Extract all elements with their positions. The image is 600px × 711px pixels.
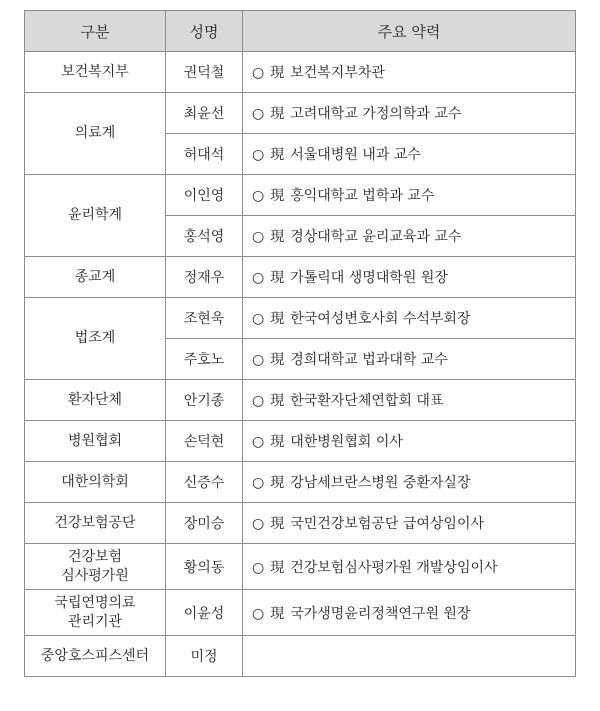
- current-position-marker: 現: [270, 352, 285, 368]
- category-cell: [25, 590, 166, 636]
- career-cell: [243, 93, 576, 134]
- career-text: 한국환자단체연합회 대표: [290, 393, 444, 409]
- career-cell: [243, 544, 576, 590]
- table-row: [25, 503, 576, 544]
- category-cell: [25, 544, 166, 590]
- category-cell: [25, 380, 166, 421]
- career-text: 강남세브란스병원 중환자실장: [290, 475, 471, 491]
- current-position-marker: 現: [270, 229, 285, 245]
- category-cell: [25, 52, 166, 93]
- member-name: 정재우: [166, 257, 243, 298]
- category-cell: [25, 175, 166, 257]
- career-cell: [243, 175, 576, 216]
- circle-bullet-icon: ○: [252, 434, 265, 450]
- table-row: [25, 590, 576, 636]
- career-cell: [243, 257, 576, 298]
- circle-bullet-icon: ○: [252, 475, 265, 491]
- member-name: 미정: [166, 636, 243, 677]
- table-row: [25, 298, 576, 339]
- circle-bullet-icon: ○: [252, 559, 265, 576]
- current-position-marker: 現: [270, 188, 285, 204]
- circle-bullet-icon: ○: [252, 147, 265, 163]
- category-label: 환자단체: [67, 391, 123, 408]
- table-row: [25, 462, 576, 503]
- circle-bullet-icon: ○: [252, 65, 265, 81]
- career-cell: [243, 339, 576, 380]
- circle-bullet-icon: ○: [252, 270, 265, 286]
- committee-table: [24, 10, 576, 677]
- member-name: 주호노: [166, 339, 243, 380]
- header-name: 성명: [166, 11, 243, 52]
- table-row: [25, 52, 576, 93]
- current-position-marker: 現: [270, 311, 285, 327]
- member-name: 황의동: [166, 544, 243, 590]
- category-label: 대한의학회: [61, 473, 129, 490]
- career-text: 가톨릭대 생명대학원 원장: [290, 270, 448, 286]
- current-position-marker: 現: [270, 605, 285, 622]
- current-position-marker: 現: [270, 106, 285, 122]
- category-cell: [25, 93, 166, 175]
- career-text: 한국여성변호사회 수석부회장: [290, 311, 471, 327]
- career-text: 국민건강보험공단 급여상임이사: [290, 516, 485, 532]
- member-name: 손덕현: [166, 421, 243, 462]
- member-name: 허대석: [166, 134, 243, 175]
- category-label: 의료계: [74, 125, 116, 142]
- current-position-marker: 現: [270, 475, 285, 491]
- career-cell: [243, 216, 576, 257]
- member-name: 홍석영: [166, 216, 243, 257]
- table-row: [25, 544, 576, 590]
- career-cell: [243, 421, 576, 462]
- career-text: 고려대학교 가정의학과 교수: [290, 106, 462, 122]
- committee-table-wrapper: [24, 10, 576, 677]
- member-name: 최윤선: [166, 93, 243, 134]
- header-row: [25, 11, 576, 52]
- career-text: 홍익대학교 법학과 교수: [290, 188, 435, 204]
- table-row: [25, 257, 576, 298]
- category-cell: [25, 462, 166, 503]
- table-row: [25, 380, 576, 421]
- category-cell: [25, 257, 166, 298]
- career-cell: [243, 590, 576, 636]
- category-cell: [25, 636, 166, 677]
- career-cell: [243, 298, 576, 339]
- career-text: 경상대학교 윤리교육과 교수: [290, 229, 462, 245]
- member-name: 조현욱: [166, 298, 243, 339]
- member-name: 안기종: [166, 380, 243, 421]
- career-text: 대한병원협회 이사: [290, 434, 403, 450]
- category-label: 중앙호스피스센터: [40, 647, 150, 664]
- table-row: [25, 421, 576, 462]
- career-cell: [243, 380, 576, 421]
- table-row: [25, 636, 576, 677]
- current-position-marker: 現: [270, 270, 285, 286]
- circle-bullet-icon: ○: [252, 229, 265, 245]
- current-position-marker: 現: [270, 434, 285, 450]
- category-label: 국립연명의료 관리기관: [54, 594, 136, 630]
- career-text: 국가생명윤리정책연구원 원장: [290, 605, 471, 622]
- header-career: 주요 약력: [243, 11, 576, 52]
- career-text: 보건복지부차관: [290, 65, 385, 81]
- member-name: 장미승: [166, 503, 243, 544]
- career-cell: [243, 503, 576, 544]
- member-name: 신증수: [166, 462, 243, 503]
- circle-bullet-icon: ○: [252, 516, 265, 532]
- circle-bullet-icon: ○: [252, 311, 265, 327]
- career-text: 경희대학교 법과대학 교수: [290, 352, 448, 368]
- category-cell: [25, 298, 166, 380]
- current-position-marker: 現: [270, 65, 285, 81]
- category-cell: [25, 503, 166, 544]
- current-position-marker: 現: [270, 393, 285, 409]
- category-label: 윤리학계: [67, 207, 123, 224]
- current-position-marker: 現: [270, 147, 285, 163]
- career-text: 서울대병원 내과 교수: [290, 147, 421, 163]
- career-cell: [243, 462, 576, 503]
- current-position-marker: 現: [270, 516, 285, 532]
- category-label: 병원협회: [67, 432, 123, 449]
- category-label: 보건복지부: [61, 63, 129, 80]
- member-name: 이인영: [166, 175, 243, 216]
- table-row: [25, 175, 576, 216]
- category-label: 법조계: [74, 330, 116, 347]
- career-cell: [243, 636, 576, 677]
- category-label: 종교계: [74, 268, 116, 285]
- category-cell: [25, 421, 166, 462]
- table-body: [25, 52, 576, 677]
- career-cell: [243, 134, 576, 175]
- circle-bullet-icon: ○: [252, 106, 265, 122]
- header-category: 구분: [25, 11, 166, 52]
- circle-bullet-icon: ○: [252, 188, 265, 204]
- circle-bullet-icon: ○: [252, 352, 265, 368]
- career-cell: [243, 52, 576, 93]
- current-position-marker: 現: [270, 559, 285, 576]
- category-label: 건강보험공단: [54, 514, 136, 531]
- circle-bullet-icon: ○: [252, 393, 265, 409]
- circle-bullet-icon: ○: [252, 605, 265, 622]
- member-name: 이윤성: [166, 590, 243, 636]
- member-name: 권덕철: [166, 52, 243, 93]
- category-label: 건강보험 심사평가원: [61, 548, 129, 584]
- table-row: [25, 93, 576, 134]
- career-text: 건강보험심사평가원 개발상임이사: [290, 559, 498, 576]
